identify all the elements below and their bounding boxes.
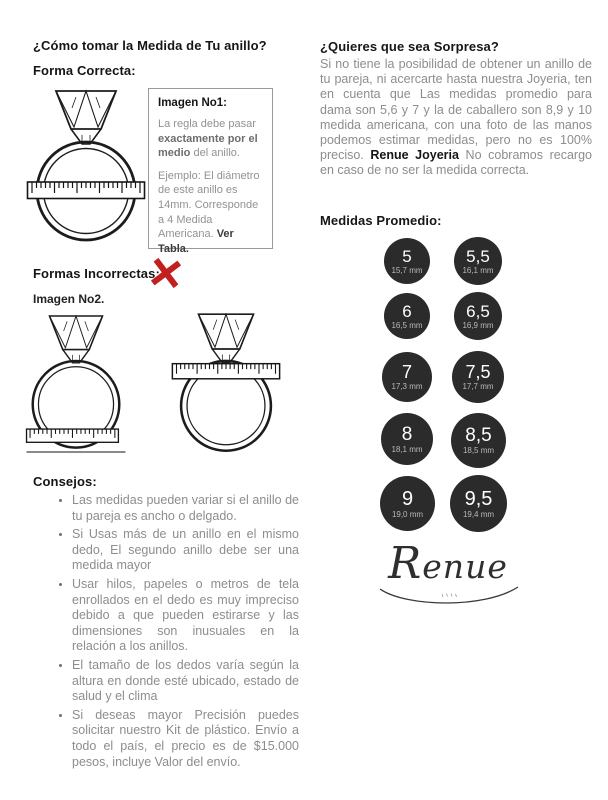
ring-with-ruler-top-icon (163, 305, 289, 459)
tip-item: • Si deseas mayor Precisión puedes solicitar nuestro Kit de plástico. Envío a todo el país, el precio es de $15.000 pesos, incluye Valor del envío. (72, 708, 299, 770)
size-badge-7: 7 17,3 mm (382, 352, 432, 402)
size-badge-8-5: 8,5 18,5 mm (451, 413, 506, 468)
image1-box-title: Imagen No1: (158, 97, 228, 109)
incorrect-ring-bottom-illustration (23, 307, 129, 461)
size-badge-5: 5 15,7 mm (384, 238, 430, 284)
brand-name-inline: Renue Joyeria (370, 148, 459, 163)
incorrect-ways-heading: Formas Incorrectas: (33, 266, 160, 281)
tip-item: • El tamaño de los dedos varía según la altura en donde esté ubicado, estado de salud y el clima (72, 658, 299, 705)
ring-with-ruler-middle-icon (26, 81, 146, 249)
incorrect-x-icon (150, 257, 182, 289)
incorrect-ring-top-illustration (163, 305, 289, 459)
brand-logo (372, 538, 524, 609)
tip-item: • Si Usas más de un anillo en el mismo dedo, El segundo anillo debe ser una medida mayor (72, 527, 299, 574)
size-badge-8: 8 18,1 mm (381, 413, 433, 465)
surprise-paragraph: Si no tiene la posibilidad de obtener un anillo de tu pareja, ni acercarte hasta nuestra Joyeria, ten en cuenta que Las medidas promedio para dama son 5,6 y 7 y la de caballero son 8,9 y 10 medida americana, con una foto de las manos podemos estimar medidas, pero no es 100% preciso. Renue Joyeria No cobramos recargo en caso de no ser la medida correcta. (320, 57, 592, 178)
image2-label: Imagen No2. (33, 292, 105, 306)
correct-way-heading: Forma Correcta: (33, 63, 136, 78)
size-badge-6: 6 16,5 mm (384, 293, 430, 339)
size-badge-9: 9 19,0 mm (380, 476, 435, 531)
image1-box-paragraph-1: La regla debe pasar exactamente por el medio del anillo. (158, 118, 258, 160)
correct-ring-illustration (26, 81, 146, 249)
tips-heading: Consejos: (33, 474, 97, 489)
tip-item: • Las medidas pueden variar si el anillo de tu pareja es ancho o delgado. (72, 493, 299, 524)
surprise-heading: ¿Quieres que sea Sorpresa? (320, 39, 499, 54)
image1-info-box (148, 88, 273, 255)
average-sizes-heading: Medidas Promedio: (320, 213, 442, 228)
size-badge-7-5: 7,5 17,7 mm (452, 351, 504, 403)
image1-box-paragraph-2: Ejemplo: El diámetro de este anillo es 14mm. Corresponde a 4 Medida Americana. Ver Tabla. (158, 169, 260, 255)
brand-logo-text: Renue (388, 538, 508, 589)
tip-item: • Usar hilos, papeles o metros de tela enrollados en el dedo es muy impreciso debido a que pueden estirarse y las dimensiones son inusuales en la relación a los anillos. (72, 577, 299, 655)
size-badge-9-5: 9,5 19,4 mm (450, 475, 507, 532)
page-title: ¿Cómo tomar la Medida de Tu anillo? (33, 38, 267, 53)
size-badge-6-5: 6,5 16,9 mm (454, 292, 502, 340)
size-badge-5-5: 5,5 16,1 mm (454, 237, 502, 285)
ring-with-ruler-bottom-icon (23, 307, 129, 461)
tips-list (42, 493, 299, 773)
